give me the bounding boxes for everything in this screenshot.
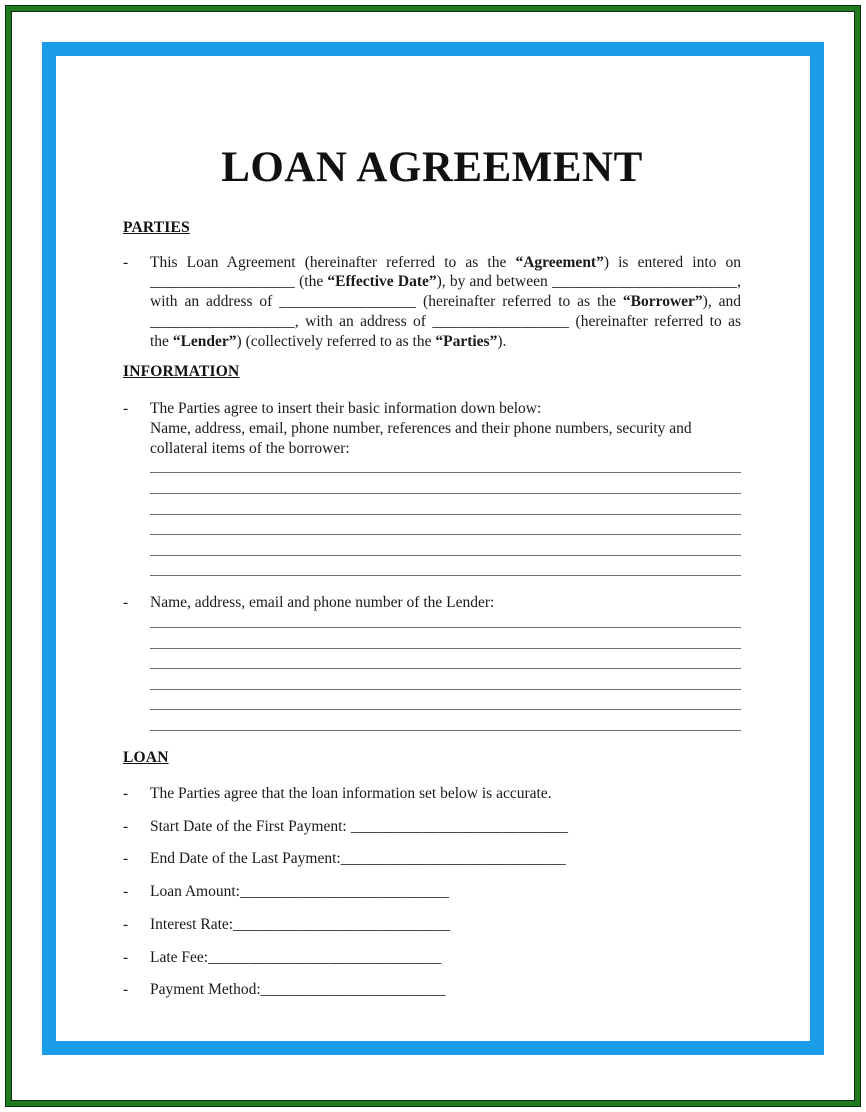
loan-field-blank: _____________________________	[208, 948, 442, 966]
text-segment: , with an address of	[150, 273, 741, 311]
bullet-dash: -	[123, 948, 129, 966]
bullet-dash: -	[123, 817, 129, 835]
text-segment-lender: “Lender”	[172, 332, 237, 350]
loan-intro-text: The Parties agree that the loan information set below is accurate.	[150, 785, 552, 803]
bullet-dash: -	[123, 594, 129, 612]
blank-lender-address: _________________	[432, 312, 570, 330]
loan-field-late-fee	[123, 948, 741, 968]
info-intro-line1: The Parties agree to insert their basic information down below:	[150, 400, 542, 418]
blue-border-frame	[42, 42, 824, 1055]
loan-field-label: Loan Amount:	[150, 883, 240, 901]
info-intro-line2: Name, address, email, phone number, references and their phone numbers, security and collateral items of the borrower:	[150, 419, 692, 457]
loan-field-interest-rate	[123, 915, 741, 935]
borrower-information-clause	[123, 399, 741, 576]
bullet-dash: -	[123, 981, 129, 999]
loan-field-label: Interest Rate:	[150, 915, 234, 933]
borrower-writing-lines	[150, 458, 741, 576]
text-segment: ) (collectively referred to as the	[236, 332, 436, 350]
text-segment-agreement: “Agreement”	[515, 253, 604, 271]
bullet-dash: -	[123, 400, 129, 418]
loan-field-loan-amount	[123, 882, 741, 902]
text-segment: ), by and between	[436, 273, 552, 291]
borrower-information-content	[150, 399, 741, 576]
lender-information-clause	[123, 593, 741, 731]
loan-field-label: End Date of the Last Payment:	[150, 850, 341, 868]
loan-field-blank: _______________________	[260, 981, 446, 999]
bullet-dash: -	[123, 883, 129, 901]
loan-agreement-document	[56, 56, 810, 1041]
blank-lender-name: __________________	[150, 312, 295, 330]
writing-line	[150, 669, 741, 690]
text-segment: (hereinafter referred to as the	[150, 312, 742, 350]
section-heading-loan: LOAN	[123, 749, 169, 767]
loan-field-end-date	[123, 849, 741, 869]
loan-field-label: Payment Method:	[150, 981, 261, 999]
section-heading-parties: PARTIES	[123, 218, 190, 236]
lender-information-content	[150, 593, 741, 731]
bullet-dash: -	[123, 253, 129, 271]
text-segment: This Loan Agreement (hereinafter referred to as the	[150, 253, 516, 271]
writing-line	[150, 649, 741, 670]
bullet-dash: -	[123, 850, 129, 868]
loan-field-label: Start Date of the First Payment:	[150, 817, 347, 835]
writing-line	[150, 556, 741, 577]
text-segment: , with an address of	[294, 312, 433, 330]
loan-field-blank: ____________________________	[340, 850, 567, 868]
section-heading-information: INFORMATION	[123, 363, 240, 381]
writing-line	[150, 628, 741, 649]
text-segment-borrower: “Borrower”	[622, 293, 703, 311]
loan-field-blank: ___________________________	[346, 817, 569, 835]
text-segment: ), and	[702, 293, 741, 311]
blank-borrower-address: _________________	[279, 293, 417, 311]
text-segment: ) is entered into on	[603, 253, 741, 271]
text-segment-effective-date: “Effective Date”	[327, 273, 437, 291]
parties-paragraph	[150, 253, 741, 352]
writing-line	[150, 458, 741, 473]
writing-line	[150, 690, 741, 711]
loan-field-blank: __________________________	[239, 883, 450, 901]
bullet-dash: -	[123, 915, 129, 933]
parties-clause	[123, 253, 741, 352]
blank-effective-date: __________________	[150, 273, 295, 291]
text-segment-parties: “Parties”	[435, 332, 498, 350]
bullet-dash: -	[123, 785, 129, 803]
loan-field-payment-method	[123, 980, 741, 1000]
loan-field-label: Late Fee:	[150, 948, 209, 966]
lender-prompt: Name, address, email and phone number of the Lender:	[150, 594, 495, 612]
parties-paragraph-text	[150, 253, 741, 352]
writing-line	[150, 710, 741, 731]
writing-line	[150, 494, 741, 515]
lender-writing-lines	[150, 613, 741, 731]
writing-line	[150, 613, 741, 628]
blank-borrower-name: _______________________	[551, 273, 738, 291]
writing-line	[150, 535, 741, 556]
page-title: LOAN AGREEMENT	[221, 144, 643, 191]
writing-line	[150, 473, 741, 494]
text-segment: (hereinafter referred to as the	[416, 293, 623, 311]
text-segment: (the	[294, 273, 328, 291]
loan-field-blank: ___________________________	[233, 915, 451, 933]
loan-field-start-date	[123, 817, 741, 837]
text-segment: ).	[497, 332, 507, 350]
writing-line	[150, 515, 741, 536]
loan-intro-clause	[123, 784, 741, 804]
